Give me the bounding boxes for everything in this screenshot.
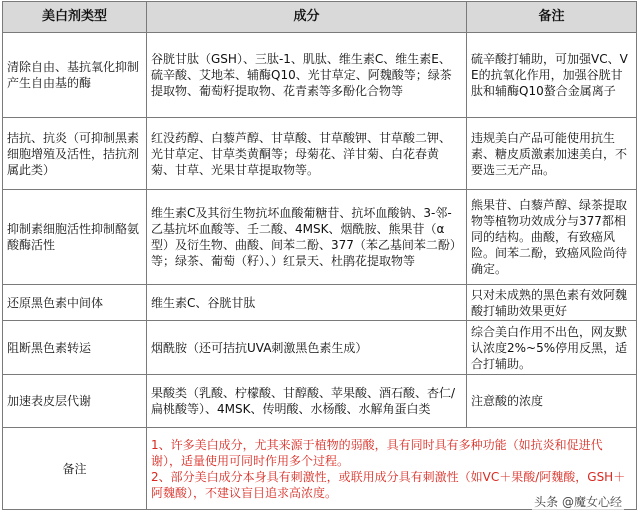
table-row	[3, 285, 637, 321]
row-ingredients: 谷胱甘肽（GSH）、三肽-1、肌肽、维生素C、维生素E、硫辛酸、艾地苯、辅酶Q10、光甘草定、阿魏酸等；绿茶提取物、葡萄籽提取物、花青素等多酚化合物等	[147, 33, 467, 118]
row-category: 阻断黑色素转运	[3, 321, 147, 375]
row-category: 抑制素细胞活性抑制酪氨酸酶活性	[3, 190, 147, 285]
row-category: 还原黑色素中间体	[3, 285, 147, 321]
row-note: 硫辛酸打辅助，可加强VC、VE的抗氧化作用，加强谷胱甘肽和辅酶Q10螯合金属离子	[467, 33, 637, 118]
row-category: 拮抗、抗炎（可抑制黑素细胞增殖及活性，拮抗剂属此类）	[3, 118, 147, 190]
row-category: 清除自由、基抗氧化抑制产生自由基的酶	[3, 33, 147, 118]
row-ingredients: 维生素C及其衍生物抗坏血酸葡糖苷、抗坏血酸钠、3-邻-乙基抗坏血酸等、壬二酸、4MSK、烟酰胺、熊果苷（α型）及衍生物、曲酸、间苯二酚、377（苯乙基间苯二酚）等；绿茶、葡萄（籽）、）红景天、杜鹃花提取物等	[147, 190, 467, 285]
header-type: 美白剂类型	[3, 2, 147, 33]
table-row	[3, 190, 637, 285]
row-ingredients: 烟酰胺（还可拮抗UVA刺激黑色素生成）	[147, 321, 467, 375]
row-ingredients: 维生素C、谷胱甘肽	[147, 285, 467, 321]
table-row	[3, 321, 637, 375]
row-note: 只对未成熟的黑色素有效阿魏酸打辅助效果更好	[467, 285, 637, 321]
header-note: 备注	[467, 2, 637, 33]
row-note: 违规美白产品可能使用抗生素、糖皮质激素加速美白，不要选三无产品。	[467, 118, 637, 190]
table-row	[3, 375, 637, 428]
footer-label: 备注	[3, 428, 147, 510]
row-ingredients: 果酸类（乳酸、柠檬酸、甘醇酸、苹果酸、酒石酸、杏仁/扁桃酸等）、4MSK、传明酸、水杨酸、水解角蛋白类	[147, 375, 467, 428]
header-ingredients: 成分	[147, 2, 467, 33]
row-note: 熊果苷、白藜芦醇、绿茶提取物等植物功效成分与377都相同的结构。曲酸，有致癌风险。间苯二酚，致癌风险尚待确定。	[467, 190, 637, 285]
whitening-ingredient-table	[2, 1, 637, 510]
footer-note-2: 2、部分美白成分本身具有刺激性，或联用成分具有刺激性（如VC＋果酸/阿魏酸，GSH＋阿魏酸），不建议盲目追求高浓度。	[151, 469, 626, 500]
row-note: 综合美白作用不出色，网友默认浓度2%~5%停用反黑，适合打辅助。	[467, 321, 637, 375]
row-category: 加速表皮层代谢	[3, 375, 147, 428]
watermark: 头条 @魔女心经	[532, 492, 624, 511]
row-ingredients: 红没药醇、白藜芦醇、甘草酸、甘草酸钾、甘草酸二钾、光甘草定、甘草类黄酮等；母菊花、洋甘菊、白花春黄菊、甘草、光果甘草提取物等。	[147, 118, 467, 190]
footer-note-1: 1、许多美白成分，尤其来源于植物的弱酸，具有同时具有多种功能（如抗炎和促进代谢），适量使用可同时作用多个过程。	[151, 437, 603, 468]
table-row	[3, 118, 637, 190]
row-note: 注意酸的浓度	[467, 375, 637, 428]
table-header-row	[3, 2, 637, 33]
table-row	[3, 33, 637, 118]
